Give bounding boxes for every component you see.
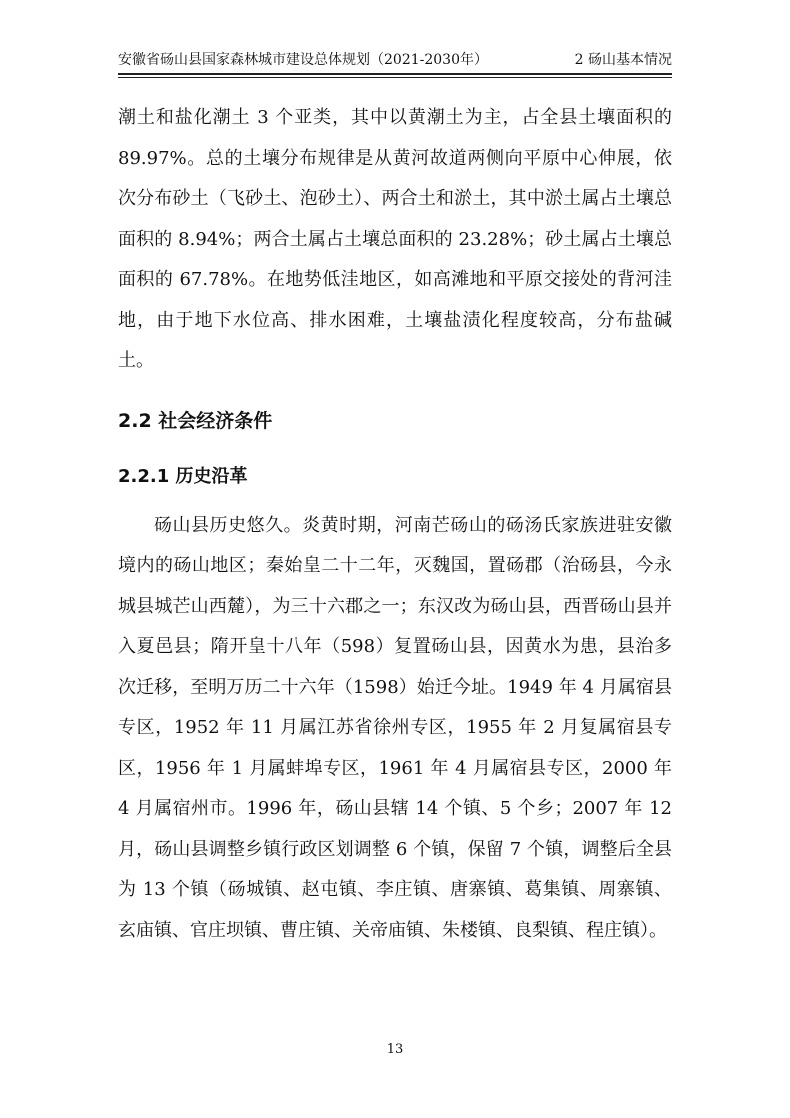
header-chapter-title: 2 砀山基本情况 xyxy=(574,52,672,68)
paragraph-soil-distribution: 潮土和盐化潮土 3 个亚类，其中以黄潮土为主，占全县土壤面积的89.97%。总的土壤分布规律是从黄河故道两侧向平原中心伸展，依次分布砂土（飞砂土、泡砂土）、两合土和淤土，其中淤土属占土壤总面积的 8.94%；两合土属占土壤总面积的 23.28%；砂土属占土壤总面积的 67.78%。在地势低洼地区，如高滩地和平原交接处的背河洼地，由于地下水位高、排水困难，土壤盐渍化程度较高，分布盐碱土。 xyxy=(118,107,672,371)
section-heading: 2.2 社会经济条件 xyxy=(118,409,273,432)
page-header xyxy=(118,44,672,75)
page-body xyxy=(118,98,672,951)
page-number: 13 xyxy=(386,1042,404,1057)
header-document-title: 安徽省砀山县国家森林城市建设总体规划（2021-2030年） xyxy=(118,52,488,68)
paragraph-history: 砀山县历史悠久。炎黄时期，河南芒砀山的砀汤氏家族进驻安徽境内的砀山地区；秦始皇二十二年，灭魏国，置砀郡（治砀县，今永城县城芒山西麓），为三十六郡之一；东汉改为砀山县，西晋砀山县并入夏邑县；隋开皇十八年（598）复置砀山县，因黄水为患，县治多次迁移，至明万历二十六年（1598）始迁今址。1949 年 4 月属宿县专区，1952 年 11 月属江苏省徐州专区，1955 年 2 月复属宿县专区，1956 年 1 月属蚌埠专区，1961 年 4 月属宿县专区，2000 年 4 月属宿州市。1996 年，砀山县辖 14 个镇、5 个乡；2007 年 12 月，砀山县调整乡镇行政区划调整 6 个镇，保留 7 个镇，调整后全县为 13 个镇（砀城镇、赵屯镇、李庄镇、唐寨镇、葛集镇、周寨镇、玄庙镇、官庄坝镇、曹庄镇、关帝庙镇、朱楼镇、良梨镇、程庄镇）。 xyxy=(118,514,672,941)
subsection-heading: 2.2.1 历史沿革 xyxy=(118,465,248,487)
